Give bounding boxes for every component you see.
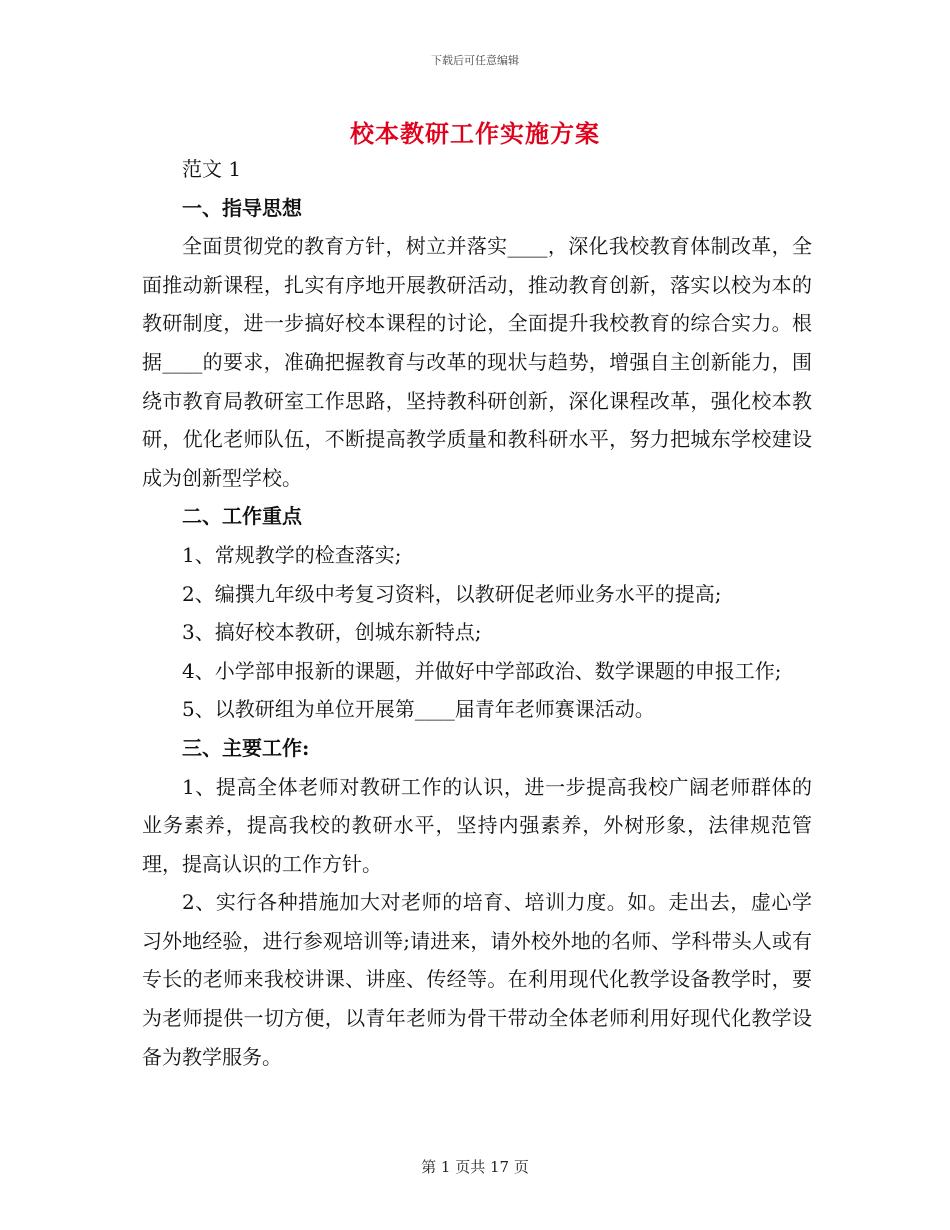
list-item-focus-1: 1、常规教学的检查落实;: [182, 542, 402, 567]
section-heading-guiding-thought: 一、指导思想: [182, 195, 302, 220]
list-item-focus-2: 2、编撰九年级中考复习资料，以教研促老师业务水平的提高;: [182, 581, 722, 606]
list-item-focus-5: 5、以教研组为单位开展第____届青年老师赛课活动。: [182, 697, 655, 722]
paragraph-sample-label: 范文 1: [182, 157, 242, 181]
paragraph-main-work-2: 2、实行各种措施加大对老师的培育、培训力度。如。走出去，虚心学习外地经验，进行参观培训等;请进来，请外校外地的名师、学科带头人或有专长的老师来我校讲课、讲座、传经等。在利用现代化教学设备教学时，要为老师提供一切方便，以青年老师为骨干带动全体老师利用好现代化教学设备为教学服务。: [142, 890, 812, 1069]
section-heading-work-focus: 二、工作重点: [182, 504, 302, 529]
paragraph-guiding-thought: 全面贯彻党的教育方针，树立并落实____，深化我校教育体制改革，全面推动新课程，扎实有序地开展教研活动，推动教育创新，落实以校为本的教研制度，进一步搞好校本课程的讨论，全面提升我校教育的综合实力。根据____的要求，准确把握教育与改革的现状与趋势，增强自主创新能力，围绕市教育局教研室工作思路，坚持教科研创新，深化课程改革，强化校本教研，优化老师队伍，不断提高教学质量和教科研水平，努力把城东学校建设成为创新型学校。: [142, 234, 812, 490]
list-item-focus-3: 3、搞好校本教研，创城东新特点;: [182, 620, 482, 645]
document-title: 校本教研工作实施方案: [350, 119, 600, 148]
document-body: [142, 150, 812, 1076]
paragraph-main-work-1: 1、提高全体老师对教研工作的认识，进一步提高我校广阔老师群体的业务素养，提高我校的教研水平，坚持内强素养，外树形象，法律规范管理，提高认识的工作方针。: [142, 774, 812, 876]
page-footer: 第 1 页共 17 页: [421, 1158, 529, 1176]
list-item-focus-4: 4、小学部申报新的课题，并做好中学部政治、数学课题的申报工作;: [182, 658, 782, 683]
section-heading-main-work: 三、主要工作:: [182, 735, 310, 760]
page-header: 下载后可任意编辑: [431, 54, 519, 67]
